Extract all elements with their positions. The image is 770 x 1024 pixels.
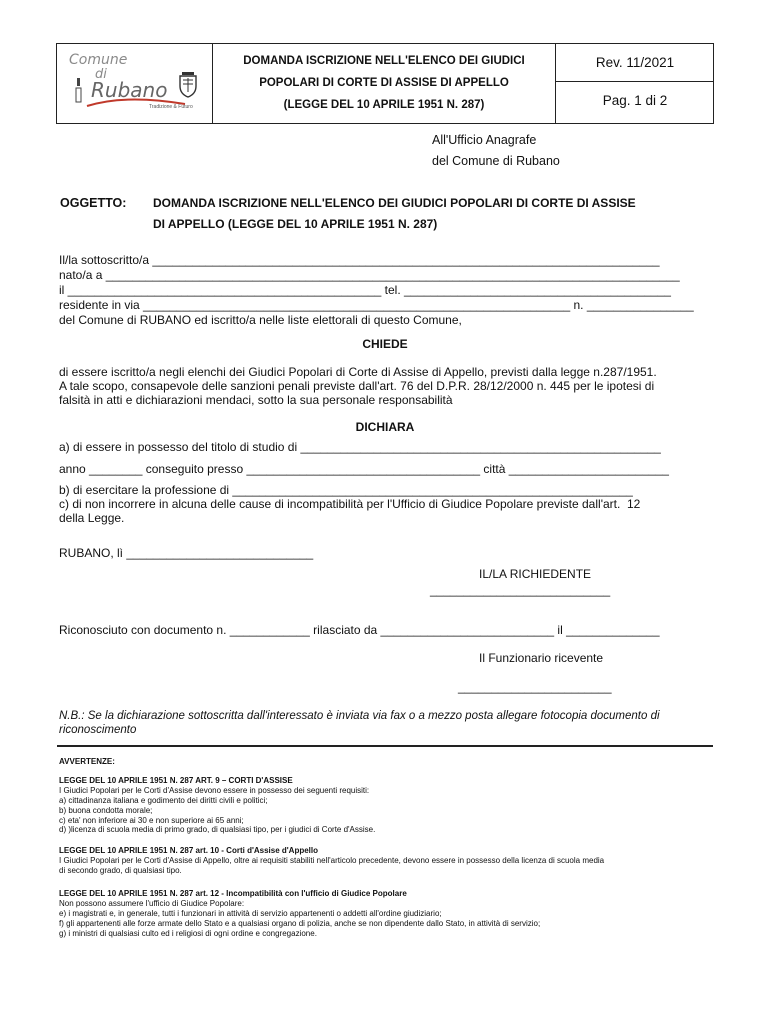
logo-word-di: di xyxy=(95,67,107,82)
header-divider xyxy=(212,44,213,123)
field-documento[interactable]: Riconosciuto con documento n. ____________ rilasciato da __________________________ il ______________ xyxy=(59,623,660,637)
art10-line: di secondo grado, di qualsiasi tipo. xyxy=(59,866,182,875)
logo-word-rubano: Rubano xyxy=(91,78,168,102)
dichiara-c-line-2: della Legge. xyxy=(59,511,125,525)
field-professione[interactable]: b) di esercitare la professione di ____________________________________________________________ xyxy=(59,483,633,497)
dichiara-heading: DICHIARA xyxy=(355,420,415,434)
dichiara-c-line-1: c) di non incorrere in alcuna delle cause di incompatibilità per l'Ufficio di Giudice Popolare previste dall'art. 12 xyxy=(59,497,641,511)
field-nascita-telefono[interactable]: il _______________________________________________ tel. ________________________________________ xyxy=(59,283,671,297)
art9-line: b) buona condotta morale; xyxy=(59,806,153,815)
header-title-line-3: (LEGGE DEL 10 APRILE 1951 N. 287) xyxy=(283,99,485,111)
avvertenze-heading: AVVERTENZE: xyxy=(59,757,115,766)
art9-line: a) cittadinanza italiana e godimento dei diritti civili e politici; xyxy=(59,796,268,805)
subject-label: OGGETTO: xyxy=(60,196,127,210)
art10-title: LEGGE DEL 10 APRILE 1951 N. 287 art. 10 - Corti d'Assise d'Appello xyxy=(59,846,318,855)
header-divider xyxy=(556,81,713,82)
chiede-line-3: falsità in atti e dichiarazioni mendaci, sotto la sua personale responsabilità xyxy=(59,393,453,407)
funzionario-label: Il Funzionario ricevente xyxy=(479,651,604,665)
page-number: Pag. 1 di 2 xyxy=(602,93,668,108)
comune-statement: del Comune di RUBANO ed iscritto/a nelle liste elettorali di questo Comune, xyxy=(59,313,462,327)
header-title-line-2: POPOLARI DI CORTE DI ASSISE DI APPELLO xyxy=(259,77,509,89)
field-sottoscritto[interactable]: Il/la sottoscritto/a ____________________________________________________________________________ xyxy=(59,253,660,267)
art12-title: LEGGE DEL 10 APRILE 1951 N. 287 art. 12 - Incompatibilità con l'ufficio di Giudice Popolare xyxy=(59,889,407,898)
field-luogo-data[interactable]: RUBANO, lì ____________________________ xyxy=(59,546,314,560)
revision-label: Rev. 11/2021 xyxy=(595,55,675,70)
field-firma-funzionario[interactable]: _______________________ xyxy=(458,680,612,694)
field-titolo-studio[interactable]: a) di essere in possesso del titolo di studio di ______________________________________________________ xyxy=(59,440,661,454)
art12-line: g) i ministri di qualsiasi culto ed i religiosi di ogni ordine e congregazione. xyxy=(59,929,317,938)
art9-line: d) )licenza di scuola media di primo grado, di qualsiasi tipo, per i giudici di Corte d'Assise. xyxy=(59,825,376,834)
coat-of-arms-icon xyxy=(177,72,199,98)
chiede-line-1: di essere iscritto/a negli elenchi dei Giudici Popolari di Corte di Assise di Appello, previsti dalla legge n.287/1951. xyxy=(59,365,657,379)
subject-line-2: DI APPELLO (LEGGE DEL 10 APRILE 1951 N. 287) xyxy=(153,217,438,231)
recipient-line-1: All'Ufficio Anagrafe xyxy=(432,133,537,147)
art9-title: LEGGE DEL 10 APRILE 1951 N. 287 ART. 9 – CORTI D'ASSISE xyxy=(59,776,293,785)
art12-line: Non possono assumere l'ufficio di Giudice Popolare: xyxy=(59,899,245,908)
field-nato-a[interactable]: nato/a a ______________________________________________________________________________________ xyxy=(59,268,680,282)
recipient-line-2: del Comune di Rubano xyxy=(432,154,560,168)
chiede-line-2: A tale scopo, consapevole delle sanzioni penali previste dall'art. 76 del D.P.R. 28/12/2000 n. 445 per le ipotesi di xyxy=(59,379,655,393)
chiede-heading: CHIEDE xyxy=(362,337,408,351)
comune-logo xyxy=(65,50,205,118)
logo-word-comune: Comune xyxy=(69,52,128,68)
richiedente-label: IL/LA RICHIEDENTE xyxy=(479,567,592,581)
subject-line-1: DOMANDA ISCRIZIONE NELL'ELENCO DEI GIUDICI POPOLARI DI CORTE DI ASSISE xyxy=(153,196,636,210)
art10-line: I Giudici Popolari per le Corti d'Assise di Appello, oltre ai requisiti stabiliti nell'articolo precedente, devono essere in possesso della licenza di scuola media xyxy=(59,856,605,865)
art12-line: f) gli appartenenti alle forze armate dello Stato e a qualsiasi organo di polizia, anche se non dipendente dallo Stato, in attività di servizio; xyxy=(59,919,541,928)
field-firma-richiedente[interactable]: ___________________________ xyxy=(430,583,611,597)
field-residenza[interactable]: residente in via ________________________________________________________________ n. ________________ xyxy=(59,298,694,312)
art12-line: e) i magistrati e, in generale, tutti i funzionari in attività di servizio appartenenti o addetti all'ordine giudiziario; xyxy=(59,909,442,918)
art9-line: I Giudici Popolari per le Corti d'Assise devono essere in possesso dei seguenti requisiti: xyxy=(59,786,370,795)
header-divider xyxy=(555,44,556,123)
logo-tagline: Tradizione & Futuro xyxy=(149,104,193,110)
nb-note-line-1: N.B.: Se la dichiarazione sottoscritta dall'interessato è inviata via fax o a mezzo posta allegare fotocopia documento di xyxy=(59,710,660,722)
section-divider xyxy=(57,745,713,747)
header-table xyxy=(56,43,714,124)
header-title-line-1: DOMANDA ISCRIZIONE NELL'ELENCO DEI GIUDICI xyxy=(243,55,525,67)
art9-line: c) eta' non inferiore ai 30 e non superiore ai 65 anni; xyxy=(59,816,244,825)
nb-note-line-2: riconoscimento xyxy=(59,724,137,736)
field-anno-conseguito[interactable]: anno ________ conseguito presso ___________________________________ città ________________________ xyxy=(59,462,669,476)
